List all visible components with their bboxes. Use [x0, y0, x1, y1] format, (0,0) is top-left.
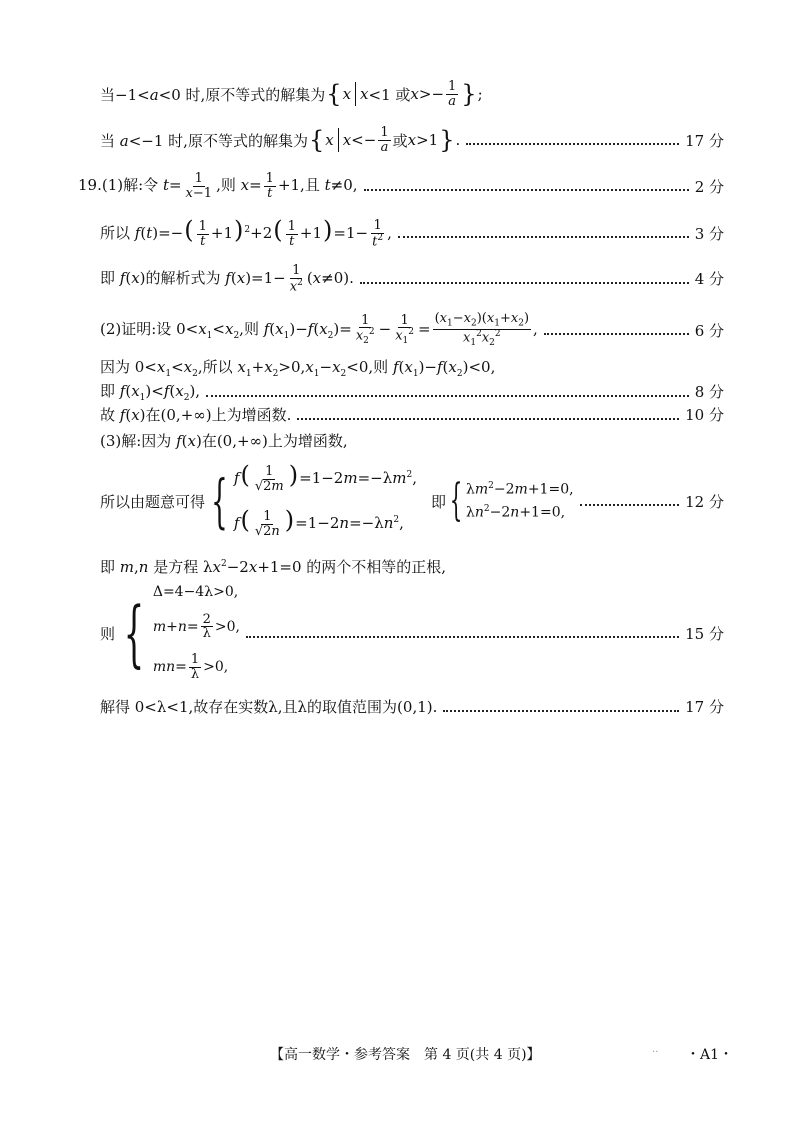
solution-line-2: 当 a<−1 时,原不等式的解集为 { x x <− $\frac{1}{a}$ 或 x >1 } . 17 分 — [100, 125, 724, 155]
solution-line-14: 解得 0<λ<1,故存在实数λ,且λ的取值范围为(0,1). 17 分 — [100, 698, 724, 716]
solution-line-5: 即 f(x)的解析式为 f(x)=1− $\frac{1}{x^2}$ (x≠0). 4 分 — [100, 263, 724, 294]
solution-line-3: 19.(1)解:令 t= $\frac{1}{x-1}$ ,则 x= $\frac{1}{t}$ +1,且 t≠0, 2 分 — [78, 171, 724, 201]
footer-mark: .. — [652, 1044, 659, 1055]
score-label: 2 分 — [694, 177, 724, 196]
solution-line-1: 当−1<a<0 时,原不等式的解集为 { x x <1 或 x >− $\frac{1}{a}$ } ; — [100, 79, 483, 109]
footer-code: ・A1・ — [686, 1047, 734, 1063]
score-label: 8 分 — [694, 383, 724, 401]
footer-page-info: 【高一数学・参考答案 第 4 页(共 4 页)】 — [270, 1047, 541, 1063]
solution-line-8: 即 $f(x_1)<f(x_2)$, 8 分 — [100, 382, 724, 403]
score-label: 10 分 — [685, 406, 724, 424]
score-label: 15 分 — [685, 624, 724, 643]
solution-line-11: 所以由题意可得 { f( $\frac{1}{√2m}$ )$=1-2m=-\lambda m^2$, f( $\frac{1}{√2n}$ )$=1-2n=-\lambda n^2$, 即 { $\lambda m^2-2m+1=0$, $\lambda n^2-2n+1=0$, 12 分 — [100, 461, 724, 539]
score-label: 4 分 — [694, 270, 724, 289]
solution-line-9: 故 f(x)在(0,+∞)上为增函数. 10 分 — [100, 406, 724, 424]
solution-line-7: 因为 $0<x_1<x_2$,所以 $x_1+x_2>0,x_1-x_2<0$,则 $f(x_1)-f(x_2)<0$, — [100, 358, 496, 379]
solution-line-13: 则 { Δ=4−4λ>0, m+n= $\frac{2}{\lambda}$ >0, mn= $\frac{1}{\lambda}$ >0, 15 分 — [100, 584, 724, 683]
score-label: 3 分 — [694, 224, 724, 243]
solution-line-12: 即 m,n 是方程 $\lambda x^2-2x+1=0$ 的两个不相等的正根, — [100, 558, 447, 576]
line-text: 当−1<a<0 时,原不等式的解集为 — [100, 85, 326, 104]
solution-line-4: 所以 f(t)=−( $\frac{1}{t}$ +1)$^2$+2( $\frac{1}{t}$ +1)=1− $\frac{1}{t^2}$ , 3 分 — [100, 216, 724, 250]
score-label: 17 分 — [685, 698, 724, 716]
score-label: 12 分 — [685, 492, 724, 511]
score-label: 6 分 — [694, 321, 724, 340]
score-label: 17 分 — [685, 131, 724, 150]
solution-line-10: (3)解:因为 f(x)在(0,+∞)上为增函数, — [100, 432, 348, 450]
solution-line-6: (2)证明:设 $0<x_1<x_2$,则 $f(x_1)-f(x_2)=$ $\frac{1}{x_2^2}$ − $\frac{1}{x_1^2}$ = $\frac{(x_1-x_2)(x_1+x_2)}{x_1^2x_2^2}$ , 6 分 — [100, 311, 724, 348]
